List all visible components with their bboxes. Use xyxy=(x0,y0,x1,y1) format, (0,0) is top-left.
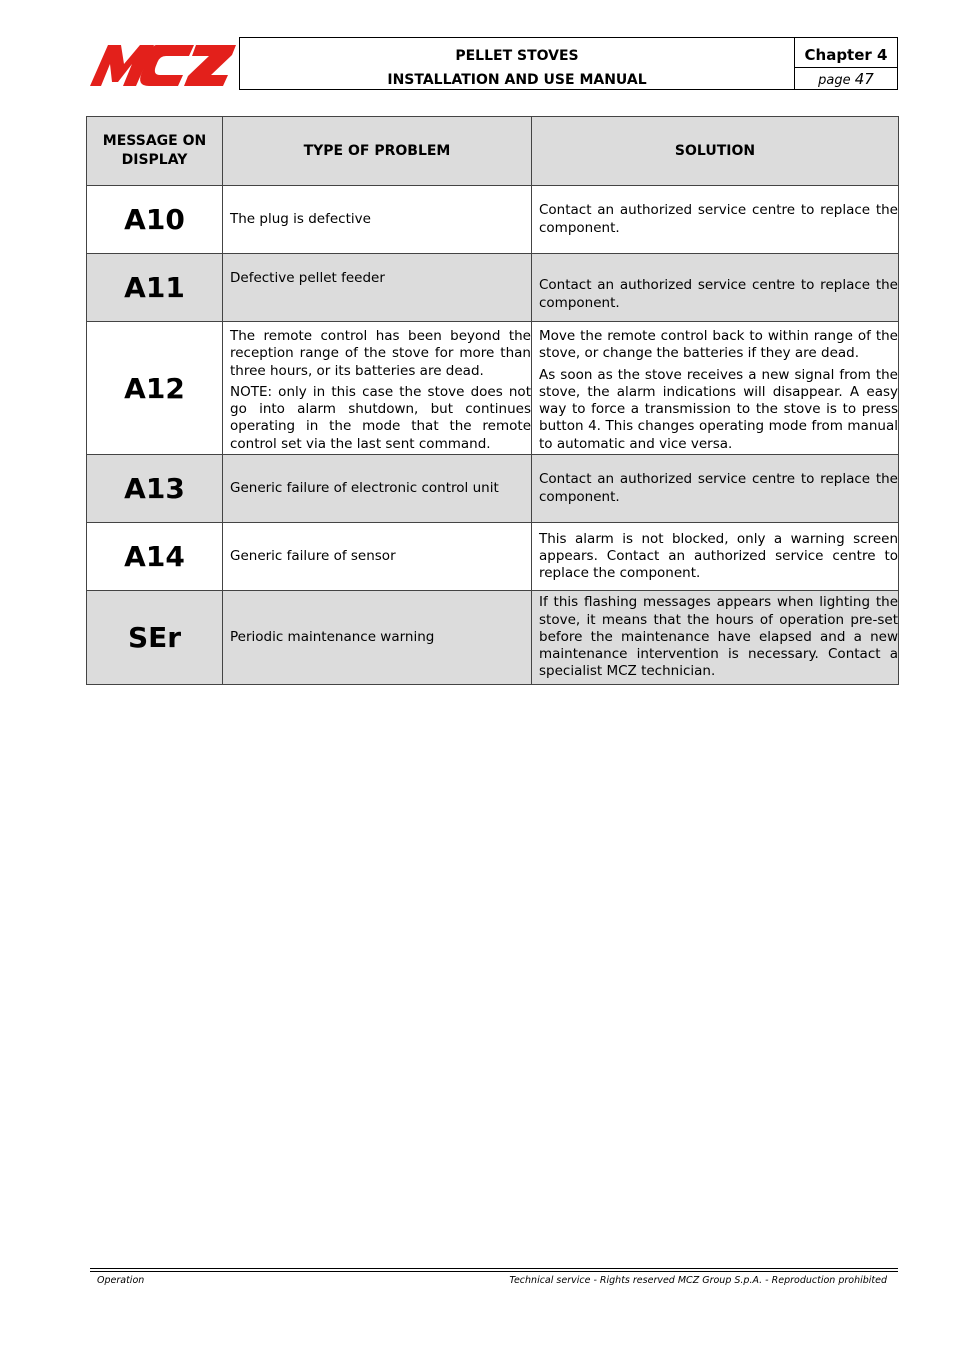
solution-cell xyxy=(532,523,899,591)
manual-title-line2: INSTALLATION AND USE MANUAL xyxy=(387,72,647,88)
alarm-code: A11 xyxy=(87,254,223,322)
solution-text: This alarm is not blocked, only a warning screen appears. Contact an authorized service centre to replace the component. xyxy=(539,530,898,582)
solution-text: If this flashing messages appears when lighting the stove, it means that the hours of operation pre-set before the maintenance have elapsed and a new maintenance intervention is necessary. Contact a specialist MCZ technician. xyxy=(539,594,898,680)
manual-title-box xyxy=(239,37,795,90)
table-row xyxy=(87,591,899,685)
footer-divider xyxy=(90,1268,898,1269)
problem-text: Defective pellet feeder xyxy=(230,270,385,286)
chapter-box xyxy=(795,37,898,90)
table-row xyxy=(87,186,899,254)
alarm-code: SEr xyxy=(87,591,223,685)
header-message-on-display: MESSAGE ON DISPLAY xyxy=(87,117,223,186)
solution-cell xyxy=(532,254,899,322)
problem-cell xyxy=(223,186,532,254)
problem-cell xyxy=(223,591,532,685)
alarm-code: A14 xyxy=(87,523,223,591)
header-type-of-problem: TYPE OF PROBLEM xyxy=(223,117,532,186)
footer-section-label: Operation xyxy=(97,1275,145,1286)
table-row xyxy=(87,254,899,322)
problem-text: Periodic maintenance warning xyxy=(230,628,435,645)
solution-cell xyxy=(532,591,899,685)
table-row xyxy=(87,455,899,523)
manual-title-line1: PELLET STOVES xyxy=(455,48,579,64)
problem-text: Generic failure of electronic control unit xyxy=(230,479,499,496)
solution-cell xyxy=(532,455,899,523)
solution-text: Move the remote control back to within range of the stove, or change the batteries if they are dead. xyxy=(539,328,898,362)
table-row xyxy=(87,322,899,455)
page-number-label xyxy=(795,68,897,92)
solution-cell xyxy=(532,322,899,455)
page-number: 47 xyxy=(854,70,874,88)
footer-divider xyxy=(90,1271,898,1272)
problem-note-text: NOTE: only in this case the stove does not go into alarm shutdown, but continues operating in the mode that the remote control set via the last sent command. xyxy=(230,383,531,452)
table-row xyxy=(87,523,899,591)
alarm-code: A12 xyxy=(87,322,223,455)
alarm-code: A13 xyxy=(87,455,223,523)
problem-cell xyxy=(223,455,532,523)
solution-cell xyxy=(532,186,899,254)
solution-text: As soon as the stove receives a new signal from the stove, the alarm indications will disappear. A easy way to force a transmission to the stove is to press button 4. This changes operating mode from manual to automatic and vice versa. xyxy=(539,366,898,452)
problem-text: The plug is defective xyxy=(230,210,371,227)
alarm-table xyxy=(86,116,899,685)
problem-text: The remote control has been beyond the reception range of the stove for more than three hours, or its batteries are dead. xyxy=(230,328,531,379)
solution-text: Contact an authorized service centre to replace the component. xyxy=(539,471,898,505)
problem-cell xyxy=(223,254,532,322)
problem-cell xyxy=(223,322,532,455)
footer-copyright: Technical service - Rights reserved MCZ Group S.p.A. - Reproduction prohibited xyxy=(509,1275,887,1286)
problem-cell xyxy=(223,523,532,591)
chapter-label: Chapter 4 xyxy=(795,38,897,68)
page-word: page xyxy=(818,73,851,88)
solution-text: Contact an authorized service centre to replace the component. xyxy=(539,202,898,236)
alarm-code: A10 xyxy=(87,186,223,254)
header-solution: SOLUTION xyxy=(532,117,899,186)
mcz-logo xyxy=(90,42,236,88)
solution-text: Contact an authorized service centre to replace the component. xyxy=(539,277,898,311)
problem-text: Generic failure of sensor xyxy=(230,547,396,564)
